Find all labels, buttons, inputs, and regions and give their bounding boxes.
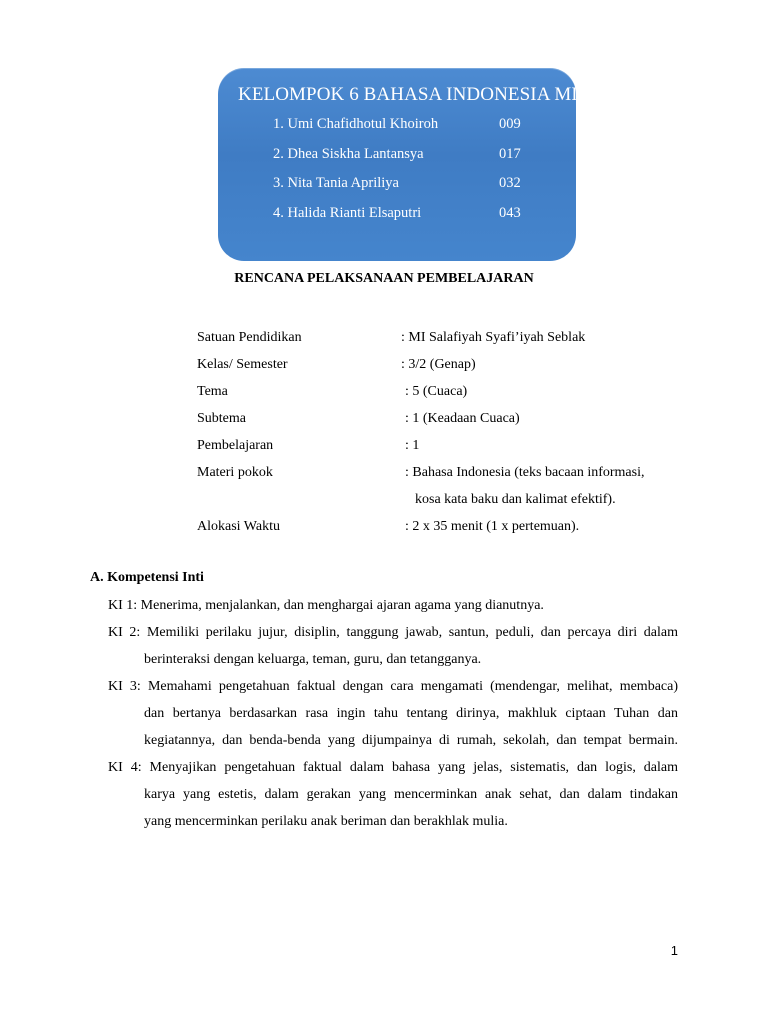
identity-label: Pembelajaran (197, 438, 274, 453)
identity-label: Materi pokok (197, 465, 273, 480)
document-title: RENCANA PELAKSANAAN PEMBELAJARAN (234, 271, 534, 286)
identity-label: Tema (197, 384, 228, 399)
member-name: 1. Umi Chafidhotul Khoiroh (273, 116, 439, 132)
member-nim: 017 (499, 146, 521, 162)
identity-label: Subtema (197, 411, 246, 426)
group-info-box (218, 68, 584, 261)
ki-2-line: berinteraksi dengan keluarga, teman, guru, dan tetangganya. (144, 652, 482, 667)
member-name: 3. Nita Tania Apriliya (273, 175, 399, 191)
ki-3-text: dan bertanya berdasarkan rasa ingin tahu tentang dirinya, makhluk ciptaan Tuhan dan (144, 706, 678, 721)
identity-value: : Bahasa Indonesia (teks bacaan informasi, (405, 465, 645, 480)
ki-4-line (144, 787, 678, 803)
ki-3-text: kegiatannya, dan benda-benda yang dijumpainya di rumah, sekolah, dan tempat bermain. (144, 733, 678, 748)
member-nim: 009 (499, 116, 521, 132)
identity-label: Satuan Pendidikan (197, 330, 302, 345)
ki-4-text: karya yang estetis, dalam gerakan yang mencerminkan anak sehat, dan dalam tindakan (144, 787, 678, 802)
member-name: 2. Dhea Siskha Lantansya (273, 146, 424, 162)
identity-value: : MI Salafiyah Syafi’iyah Seblak (401, 330, 586, 345)
identity-value-continuation: kosa kata baku dan kalimat efektif). (415, 492, 616, 507)
identity-label: Kelas/ Semester (197, 357, 288, 372)
identity-value: : 1 (405, 438, 420, 453)
identity-label: Alokasi Waktu (197, 519, 280, 534)
section-heading: A. Kompetensi Inti (90, 570, 204, 585)
member-row (273, 116, 563, 136)
ki-3-line (144, 706, 678, 722)
member-row (273, 146, 563, 166)
member-nim: 043 (499, 205, 521, 221)
member-name: 4. Halida Rianti Elsaputri (273, 205, 422, 221)
ki-2-line (108, 625, 678, 641)
ki-2-text: KI 2: Memiliki perilaku jujur, disiplin, tanggung jawab, santun, peduli, dan percaya diri dalam (108, 625, 678, 640)
ki-4-line (108, 760, 678, 776)
ki-4-text: KI 4: Menyajikan pengetahuan faktual dalam bahasa yang jelas, sistematis, dan logis, dalam (108, 760, 678, 775)
member-nim: 032 (499, 175, 521, 191)
member-row (273, 205, 563, 225)
ki-1-line: KI 1: Menerima, menjalankan, dan menghargai ajaran agama yang dianutnya. (108, 598, 544, 613)
identity-value: : 2 x 35 menit (1 x pertemuan). (405, 519, 580, 534)
ki-3-line (108, 679, 678, 695)
member-row (273, 175, 563, 195)
identity-value: : 5 (Cuaca) (405, 384, 468, 399)
identity-value: : 1 (Keadaan Cuaca) (405, 411, 520, 426)
page-number: 1 (670, 943, 678, 958)
ki-3-line (144, 733, 678, 749)
group-title: KELOMPOK 6 BAHASA INDONESIA MI: (238, 84, 584, 105)
identity-value: : 3/2 (Genap) (401, 357, 476, 372)
ki-3-text: KI 3: Memahami pengetahuan faktual dengan cara mengamati (mendengar, melihat, membaca) (108, 679, 678, 694)
ki-4-line: yang mencerminkan perilaku anak beriman dan berakhlak mulia. (144, 814, 508, 829)
